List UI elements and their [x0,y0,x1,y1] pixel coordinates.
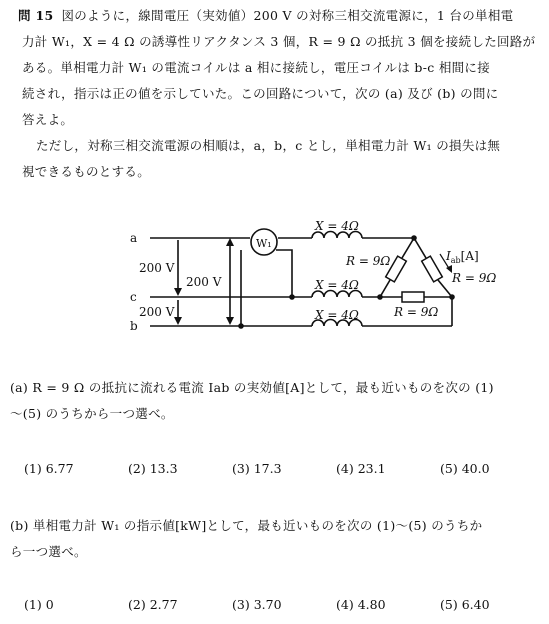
problem-text-1: 図のように，線間電圧（実効値）200 V の対称三相交流電源に，1 台の単相電 [61,8,514,23]
qb-option-2-val: 2.77 [149,597,178,612]
arrowhead-ac [174,288,182,296]
qa-option-3[interactable] [232,461,282,476]
qb-option-1-val: 0 [45,597,54,612]
qa-option-2[interactable] [128,461,178,476]
qa-option-1-num: (1) [24,461,42,476]
qb-option-3[interactable] [232,597,282,612]
wattmeter-label: W₁ [256,237,272,250]
qa-option-3-val: 17.3 [253,461,282,476]
current-label [445,249,479,265]
qb-option-5-val: 6.40 [461,597,490,612]
delta-left-bot [380,280,390,297]
reactance-a-label: X = 4Ω [315,219,359,233]
problem-line-3: ある。単相電力計 W₁ の電流コイルは a 相に接続し，電圧コイルは b‑c 相間に接 [22,60,491,75]
question-a-line-1: (a) R = 9 Ω の抵抗に流れる電流 Iab の実効値[A]として，最も近いものを次の (1) [10,380,494,395]
problem-line-5: 答えよ。 [22,112,74,127]
arrowhead-ab-bottom [226,317,234,325]
resistor-right [422,256,443,282]
arrowhead-ab-top [226,238,234,246]
qb-option-4-val: 4.80 [357,597,386,612]
qa-option-5-val: 40.0 [461,461,490,476]
qb-option-4[interactable] [336,597,386,612]
question-b-line-2: ら一つ選べ。 [10,544,87,559]
qb-option-2[interactable] [128,597,178,612]
junction-delta-b [449,294,455,300]
qa-option-1[interactable] [24,461,74,476]
circuit-diagram [0,200,549,350]
qa-option-4-val: 23.1 [357,461,386,476]
resistor-bottom [402,292,424,302]
wm-lead-right [276,250,292,297]
qa-option-5-num: (5) [440,461,458,476]
voltage-ab-label: 200 V [186,275,222,289]
qa-option-3-num: (3) [232,461,250,476]
voltage-cb-label: 200 V [139,305,175,319]
qb-option-5-num: (5) [440,597,458,612]
qb-option-3-val: 3.70 [253,597,282,612]
qb-option-3-num: (3) [232,597,250,612]
current-symbol: I [446,249,451,263]
qa-option-2-val: 13.3 [149,461,178,476]
problem-line-6: ただし，対称三相交流電源の相順は，a，b，c とし，単相電力計 W₁ の損失は無 [36,138,501,153]
resistor-left-label: R = 9Ω [346,254,391,268]
reactance-b-label: X = 4Ω [315,308,359,322]
junction-delta-c [377,294,383,300]
qb-option-1-num: (1) [24,597,42,612]
qb-option-1[interactable] [24,597,54,612]
problem-number: 問 15 [18,8,54,23]
resistor-bottom-label: R = 9Ω [394,305,439,319]
question-a-line-2: ～(5) のうちから一つ選べ。 [10,406,174,421]
terminal-b-label: b [130,319,138,333]
question-b-line-1: (b) 単相電力計 W₁ の指示値[kW]として，最も近いものを次の (1)～(5) のうちか [10,518,483,533]
delta-right-bot [438,280,452,297]
delta-left-top [402,238,414,258]
current-subscript: ab [450,256,461,265]
qb-option-4-num: (4) [336,597,354,612]
qa-option-4[interactable] [336,461,386,476]
qa-option-2-num: (2) [128,461,146,476]
junction-delta-a [411,235,417,241]
resistor-right-label: R = 9Ω [452,271,497,285]
qb-option-5[interactable] [440,597,490,612]
junction-c [289,294,295,300]
problem-line-1 [18,6,513,24]
arrowhead-cb [174,317,182,325]
terminal-a-label: a [130,231,138,245]
qb-option-2-num: (2) [128,597,146,612]
current-unit: [A] [460,249,479,263]
problem-line-2: 力計 W₁，X = 4 Ω の誘導性リアクタンス 3 個，R = 9 Ω の抵抗 3 個を接続した回路が [22,34,536,49]
voltage-ac-label: 200 V [139,261,175,275]
reactance-c-label: X = 4Ω [315,278,359,292]
problem-line-7: 視できるものとする。 [22,164,151,179]
problem-line-4: 続され，指示は正の値を示していた。この回路について，次の (a) 及び (b) の問に [22,86,499,101]
qa-option-4-num: (4) [336,461,354,476]
junction-b [238,323,244,329]
terminal-c-label: c [130,290,137,304]
qa-option-1-val: 6.77 [45,461,74,476]
qa-option-5[interactable] [440,461,490,476]
delta-right-top [414,238,426,258]
